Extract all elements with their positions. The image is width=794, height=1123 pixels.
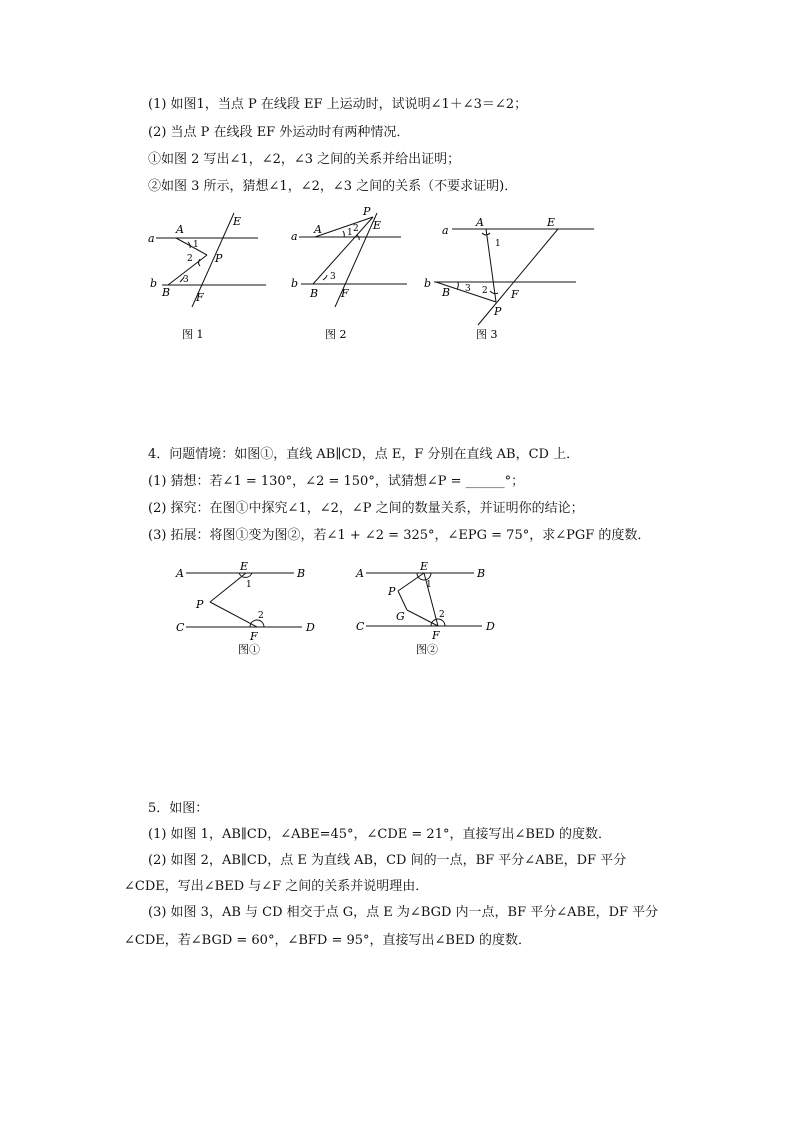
fig2-label-E: E bbox=[373, 219, 382, 232]
figB-label-A: A bbox=[356, 567, 364, 580]
fig3-angle-1: 1 bbox=[495, 239, 501, 249]
q4-figure-1 bbox=[170, 558, 330, 658]
q5-line-6: ∠CDE，若∠BGD = 60°，∠BFD = 95°，直接写出∠BED 的度数． bbox=[124, 933, 532, 948]
figB-label-D: D bbox=[486, 620, 495, 633]
q5-line-2: (1) 如图 1，AB∥CD，∠ABE=45°，∠CDE = 21°，直接写出∠BED 的度数． bbox=[148, 827, 611, 842]
figA-label-B: B bbox=[297, 567, 306, 580]
fig3-label-A: A bbox=[476, 216, 484, 229]
q3-line-2: (2) 当点 P 在线段 EF 外运动时有两种情况． bbox=[148, 125, 410, 140]
q5-line-4: ∠CDE，写出∠BED 与∠F 之间的关系并说明理由． bbox=[124, 879, 429, 894]
fig2-label-b: b bbox=[291, 277, 299, 290]
fig3-angle-2: 2 bbox=[482, 286, 488, 296]
fig1-angle-2: 2 bbox=[187, 254, 193, 264]
fig1-label-B: B bbox=[162, 286, 171, 299]
figB-caption: 图② bbox=[416, 643, 438, 656]
figA-label-E: E bbox=[240, 560, 249, 573]
figA-label-D: D bbox=[306, 621, 315, 634]
q3-line-3: ①如图 2 写出∠1，∠2，∠3 之间的关系并给出证明； bbox=[148, 152, 461, 167]
q3-line-4: ②如图 3 所示，猜想∠1，∠2，∠3 之间的关系（不要求证明)． bbox=[148, 179, 518, 194]
fig1-angle-1: 1 bbox=[193, 240, 199, 250]
fig1-label-F: F bbox=[196, 291, 204, 304]
fig2-label-A: A bbox=[314, 223, 322, 236]
q4-line-3: (2) 探究：在图①中探究∠1，∠2，∠P 之间的数量关系，并证明你的结论； bbox=[148, 501, 584, 516]
figA-label-P: P bbox=[196, 598, 204, 611]
q5-line-3: (2) 如图 2，AB∥CD，点 E 为直线 AB，CD 间的一点，BF 平分∠ABE，DF 平分 bbox=[148, 853, 627, 868]
fig3-label-a: a bbox=[442, 224, 449, 237]
fig3-label-b: b bbox=[424, 277, 432, 290]
figB-label-C: C bbox=[356, 620, 365, 633]
fig2-angle-1: 1 bbox=[347, 228, 353, 238]
q3-figure-2 bbox=[285, 205, 415, 345]
fig1-caption: 图 1 bbox=[182, 328, 204, 341]
fig2-label-a: a bbox=[291, 230, 298, 243]
figB-label-P: P bbox=[388, 585, 396, 598]
fig1-label-a: a bbox=[148, 232, 155, 245]
fig1-label-E: E bbox=[233, 215, 242, 228]
fig1-label-b: b bbox=[150, 277, 158, 290]
figA-label-F: F bbox=[250, 630, 258, 643]
figB-angle-2: 2 bbox=[439, 610, 445, 620]
figB-label-F: F bbox=[432, 629, 440, 642]
fig2-caption: 图 2 bbox=[325, 328, 347, 341]
fig2-label-P: P bbox=[363, 205, 371, 218]
fig2-label-F: F bbox=[341, 287, 349, 300]
fig3-label-B: B bbox=[442, 286, 451, 299]
figA-label-C: C bbox=[176, 621, 185, 634]
fig3-label-F: F bbox=[511, 288, 519, 301]
fig3-caption: 图 3 bbox=[476, 328, 498, 341]
fig3-angle-3: 3 bbox=[465, 284, 471, 294]
figA-angle-2: 2 bbox=[258, 611, 264, 621]
fig2-angle-2: 2 bbox=[353, 224, 359, 234]
q3-figure-3 bbox=[420, 205, 600, 345]
figA-caption: 图① bbox=[238, 643, 260, 656]
q4-line-2: (1) 猜想：若∠1 = 130°，∠2 = 150°，试猜想∠P = ______°； bbox=[148, 474, 525, 489]
fig2-label-B: B bbox=[310, 287, 319, 300]
figA-angle-1: 1 bbox=[246, 580, 252, 590]
fig2-angle-3: 3 bbox=[330, 272, 336, 282]
fig3-label-P: P bbox=[494, 305, 502, 318]
figA-label-A: A bbox=[176, 567, 184, 580]
fig1-angle-3: 3 bbox=[183, 275, 189, 285]
fig1-label-P: P bbox=[215, 252, 223, 265]
q4-line-4: (3) 拓展：将图①变为图②，若∠1 + ∠2 = 325°，∠EPG = 75°，求∠PGF 的度数． bbox=[148, 528, 651, 543]
figB-label-G: G bbox=[396, 610, 405, 623]
figB-label-B: B bbox=[477, 567, 486, 580]
q3-figure-1 bbox=[140, 205, 275, 345]
q5-line-5: (3) 如图 3，AB 与 CD 相交于点 G，点 E 为∠BGD 内一点，BF 平分∠ABE，DF 平分 bbox=[148, 905, 659, 920]
figB-label-E: E bbox=[420, 560, 429, 573]
q3-line-1: (1) 如图1，当点 P 在线段 EF 上运动时，试说明∠1＋∠3＝∠2； bbox=[148, 97, 528, 112]
figB-angle-1: 1 bbox=[426, 580, 432, 590]
fig3-label-E: E bbox=[547, 216, 556, 229]
q5-line-1: 5．如图： bbox=[148, 801, 209, 816]
q4-figure-2 bbox=[350, 558, 510, 658]
fig1-label-A: A bbox=[176, 223, 184, 236]
q4-line-1: 4．问题情境：如图①，直线 AB∥CD，点 E，F 分别在直线 AB，CD 上． bbox=[148, 447, 580, 462]
